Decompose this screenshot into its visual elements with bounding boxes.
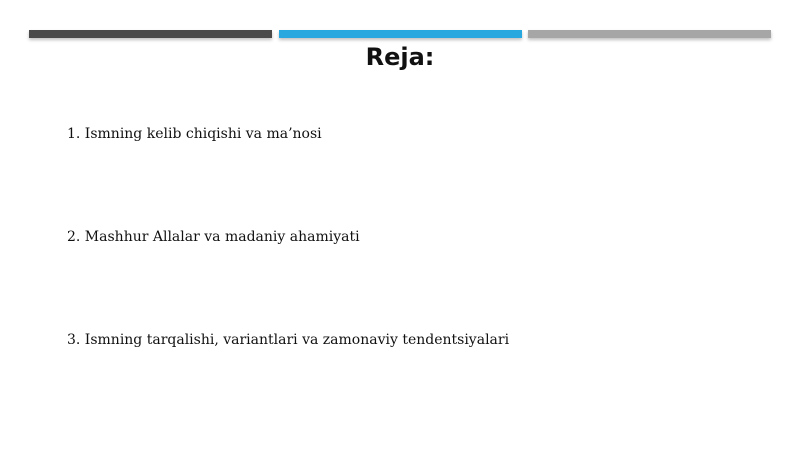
top-bar-blue (279, 30, 522, 38)
top-bar-gray (528, 30, 771, 38)
outline-item-3: 3. Ismning tarqalishi, variantlari va zamonaviy tendentsiyalari (67, 332, 510, 348)
slide-title: Reja: (365, 43, 435, 71)
outline-item-1: 1. Ismning kelib chiqishi va ma’nosi (67, 126, 322, 142)
outline-item-2: 2. Mashhur Allalar va madaniy ahamiyati (67, 229, 360, 245)
top-bar-dark (29, 30, 272, 38)
